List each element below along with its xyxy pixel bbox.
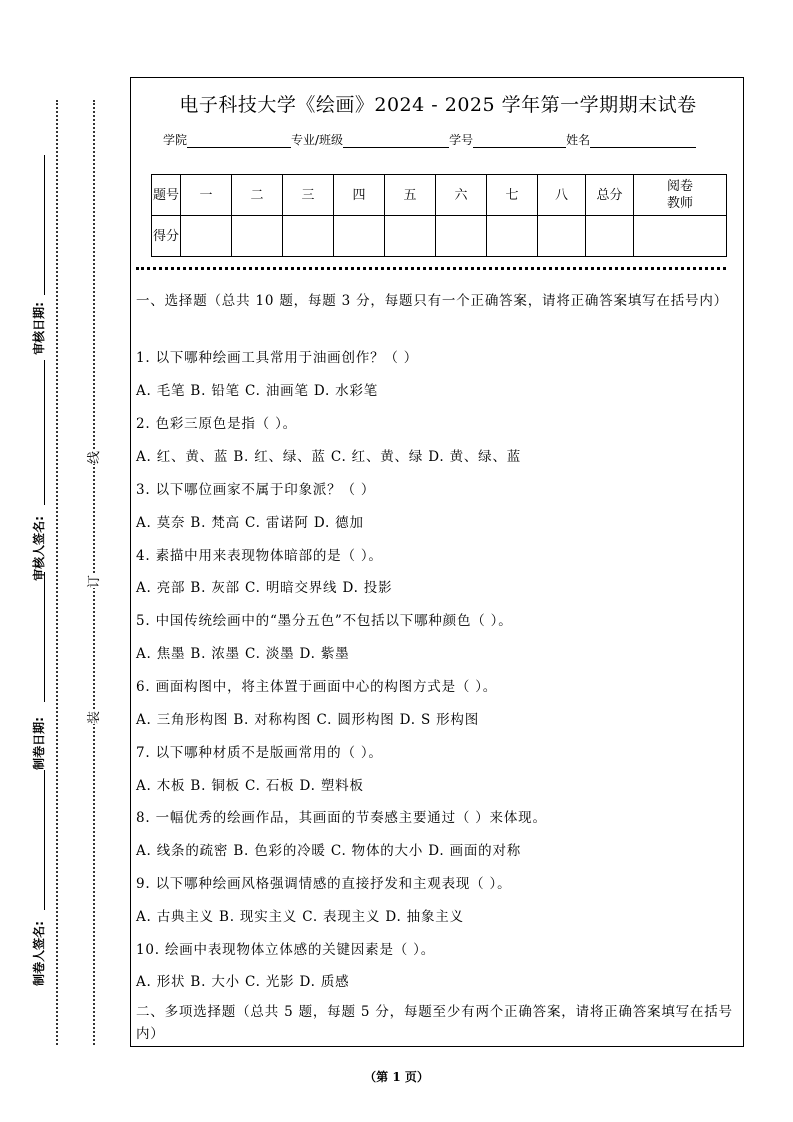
col-7: 七 xyxy=(487,175,538,216)
col-4: 四 xyxy=(334,175,385,216)
review-date-label: 审核日期: xyxy=(31,302,46,355)
reviewer-signature-label: 审核人签名: xyxy=(31,516,46,581)
question-10: 10. 绘画中表现物体立体感的关键因素是（ ）。 xyxy=(136,942,436,958)
question-4: 4. 素描中用来表现物体暗部的是（ ）。 xyxy=(136,548,383,564)
section-separator xyxy=(136,267,726,270)
binding-char-order: 订 xyxy=(83,575,102,588)
row-label-question-number: 题号 xyxy=(152,175,181,216)
maker-signature-label: 制卷人签名: xyxy=(31,921,46,986)
section2-heading: 二、多项选择题（总共 5 题，每题 5 分，每题至少有两个正确答案，请将正确答案填写在括号内） xyxy=(136,1004,733,1042)
student-id-field[interactable] xyxy=(473,135,566,148)
student-id-label: 学号 xyxy=(449,133,474,147)
question-2-options: A. 红、黄、蓝 B. 红、绿、蓝 C. 红、黄、绿 D. 黄、绿、蓝 xyxy=(136,449,522,465)
question-1-options: A. 毛笔 B. 铅笔 C. 油画笔 D. 水彩笔 xyxy=(136,383,379,399)
question-3-options: A. 莫奈 B. 梵高 C. 雷诺阿 D. 德加 xyxy=(136,515,364,531)
score-cell-6[interactable] xyxy=(436,216,487,257)
exam-frame xyxy=(130,77,744,1047)
make-date-label: 制卷日期: xyxy=(31,717,46,770)
score-cell-3[interactable] xyxy=(283,216,334,257)
score-cell-grader[interactable] xyxy=(634,216,727,257)
section1-heading: 一、选择题（总共 10 题，每题 3 分，每题只有一个正确答案，请将正确答案填写在括号内） xyxy=(136,293,728,309)
question-5: 5. 中国传统绘画中的“墨分五色”不包括以下哪种颜色（ ）。 xyxy=(136,613,513,629)
student-info-row xyxy=(163,131,696,148)
college-label: 学院 xyxy=(163,133,188,147)
major-field[interactable] xyxy=(343,135,449,148)
col-grader: 阅卷教师 xyxy=(634,175,727,216)
question-9-options: A. 古典主义 B. 现实主义 C. 表现主义 D. 抽象主义 xyxy=(136,909,464,925)
score-cell-8[interactable] xyxy=(538,216,586,257)
col-8: 八 xyxy=(538,175,586,216)
name-label: 姓名 xyxy=(566,133,591,147)
question-7: 7. 以下哪种材质不是版画常用的（ ）。 xyxy=(136,745,383,761)
score-table xyxy=(151,174,727,257)
page-number: （第 1 页） xyxy=(364,1070,429,1084)
question-6: 6. 画面构图中，将主体置于画面中心的构图方式是（ ）。 xyxy=(136,679,498,695)
exam-title: 电子科技大学《绘画》2024 - 2025 学年第一学期期末试卷 xyxy=(179,94,697,116)
question-6-options: A. 三角形构图 B. 对称构图 C. 圆形构图 D. S 形构图 xyxy=(136,712,480,728)
binding-char-bind: 装 xyxy=(83,711,102,724)
question-10-options: A. 形状 B. 大小 C. 光影 D. 质感 xyxy=(136,974,350,990)
reviewer-signature-line xyxy=(44,360,45,505)
col-1: 一 xyxy=(181,175,232,216)
maker-signature-line xyxy=(44,770,45,910)
score-cell-5[interactable] xyxy=(385,216,436,257)
col-5: 五 xyxy=(385,175,436,216)
score-table-header-row xyxy=(152,175,727,216)
question-8: 8. 一幅优秀的绘画作品，其画面的节奏感主要通过（ ）来体现。 xyxy=(136,810,547,826)
binding-dotted-line-outer xyxy=(56,100,58,1045)
question-7-options: A. 木板 B. 铜板 C. 石板 D. 塑料板 xyxy=(136,778,364,794)
score-cell-total[interactable] xyxy=(586,216,634,257)
binding-dotted-line-inner xyxy=(93,100,95,1045)
make-date-line xyxy=(44,572,45,702)
col-3: 三 xyxy=(283,175,334,216)
col-6: 六 xyxy=(436,175,487,216)
score-cell-2[interactable] xyxy=(232,216,283,257)
row-label-score: 得分 xyxy=(152,216,181,257)
question-9: 9. 以下哪种绘画风格强调情感的直接抒发和主观表现（ ）。 xyxy=(136,876,512,892)
major-label: 专业/班级 xyxy=(291,133,344,147)
question-3: 3. 以下哪位画家不属于印象派？（ ） xyxy=(136,482,376,498)
name-field[interactable] xyxy=(590,135,696,148)
college-field[interactable] xyxy=(187,135,291,148)
score-cell-7[interactable] xyxy=(487,216,538,257)
binding-char-line: 线 xyxy=(83,451,102,464)
col-2: 二 xyxy=(232,175,283,216)
question-1: 1. 以下哪种绘画工具常用于油画创作？（ ） xyxy=(136,350,419,366)
question-2: 2. 色彩三原色是指（ ）。 xyxy=(136,416,297,432)
review-date-line xyxy=(44,155,45,295)
question-8-options: A. 线条的疏密 B. 色彩的冷暖 C. 物体的大小 D. 画面的对称 xyxy=(136,843,522,859)
score-cell-4[interactable] xyxy=(334,216,385,257)
score-cell-1[interactable] xyxy=(181,216,232,257)
score-table-score-row xyxy=(152,216,727,257)
question-4-options: A. 亮部 B. 灰部 C. 明暗交界线 D. 投影 xyxy=(136,580,393,596)
col-total: 总分 xyxy=(586,175,634,216)
question-5-options: A. 焦墨 B. 浓墨 C. 淡墨 D. 紫墨 xyxy=(136,646,350,662)
